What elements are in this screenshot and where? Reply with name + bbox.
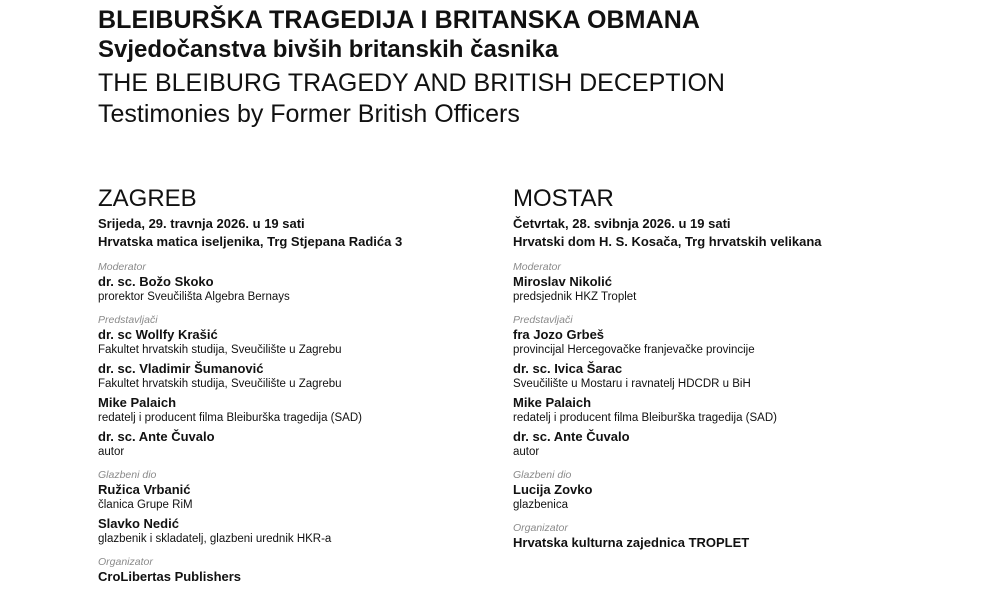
presenter-entry: [513, 327, 933, 357]
moderator-label: Moderator: [98, 261, 146, 273]
event-venue-zagreb: Hrvatska matica iseljenika, Trg Stjepana Radića 3: [98, 234, 403, 249]
person-name: dr. sc. Ivica Šarac: [513, 361, 623, 376]
person-role: članica Grupe RiM: [98, 499, 193, 511]
musician-entry: [98, 516, 518, 546]
moderator-entry: [513, 274, 933, 304]
subtitle-english: Testimonies by Former British Officers: [98, 100, 520, 128]
person-role: Fakultet hrvatskih studija, Sveučilište u Zagrebu: [98, 378, 342, 390]
presenters-label: Predstavljači: [98, 314, 158, 326]
person-role: Sveučilište u Mostaru i ravnatelj HDCDR u BiH: [513, 378, 751, 390]
presenter-entry: [98, 429, 518, 459]
city-title-mostar: MOSTAR: [513, 185, 614, 212]
event-venue-mostar: Hrvatski dom H. S. Kosača, Trg hrvatskih velikana: [513, 234, 822, 249]
person-name: Miroslav Nikolić: [513, 274, 612, 289]
organizer-name: CroLibertas Publishers: [98, 569, 242, 584]
person-name: dr. sc. Vladimir Šumanović: [98, 361, 264, 376]
organizer-entry: [513, 535, 933, 551]
person-role: glazbenica: [513, 499, 568, 511]
person-role: Fakultet hrvatskih studija, Sveučilište u Zagrebu: [98, 344, 342, 356]
person-name: dr. sc Wollfy Krašić: [98, 327, 218, 342]
person-name: Lucija Zovko: [513, 482, 593, 497]
moderator-entry: [98, 274, 518, 304]
moderator-label: Moderator: [513, 261, 561, 273]
person-role: redatelj i producent filma Bleiburška tragedija (SAD): [513, 412, 777, 424]
person-name: Mike Palaich: [98, 395, 177, 410]
organizer-entry: [98, 569, 518, 585]
person-role: predsjednik HKZ Troplet: [513, 291, 637, 303]
person-name: Mike Palaich: [513, 395, 592, 410]
presenter-entry: [513, 361, 933, 391]
title-croatian: BLEIBURŠKA TRAGEDIJA I BRITANSKA OBMANA: [98, 6, 701, 34]
event-date-mostar: Četvrtak, 28. svibnja 2026. u 19 sati: [513, 216, 731, 231]
presenter-entry: [98, 395, 518, 425]
zagreb-column: [98, 186, 518, 585]
person-role: autor: [98, 446, 125, 458]
presenters-label: Predstavljači: [513, 314, 573, 326]
person-role: glazbenik i skladatelj, glazbeni urednik HKR-a: [98, 533, 332, 545]
organizer-label: Organizator: [98, 556, 153, 568]
person-name: dr. sc. Ante Čuvalo: [513, 429, 630, 444]
music-label: Glazbeni dio: [513, 469, 572, 481]
event-date-zagreb: Srijeda, 29. travnja 2026. u 19 sati: [98, 216, 305, 231]
music-label: Glazbeni dio: [98, 469, 157, 481]
city-title-zagreb: ZAGREB: [98, 185, 197, 212]
organizer-name: Hrvatska kulturna zajednica TROPLET: [513, 535, 750, 550]
person-name: dr. sc. Božo Skoko: [98, 274, 214, 289]
person-role: redatelj i producent filma Bleiburška tragedija (SAD): [98, 412, 362, 424]
presenter-entry: [98, 327, 518, 357]
poster-header: [98, 6, 725, 129]
person-name: Ružica Vrbanić: [98, 482, 191, 497]
person-role: provincijal Hercegovačke franjevačke provincije: [513, 344, 755, 356]
presenter-entry: [98, 361, 518, 391]
title-english: THE BLEIBURG TRAGEDY AND BRITISH DECEPTION: [98, 69, 725, 97]
person-role: prorektor Sveučilišta Algebra Bernays: [98, 291, 290, 303]
presenter-entry: [513, 429, 933, 459]
mostar-column: [513, 186, 933, 551]
person-name: fra Jozo Grbeš: [513, 327, 605, 342]
subtitle-croatian: Svjedočanstva bivših britanskih časnika: [98, 36, 559, 63]
presenter-entry: [513, 395, 933, 425]
person-name: dr. sc. Ante Čuvalo: [98, 429, 215, 444]
person-name: Slavko Nedić: [98, 516, 179, 531]
musician-entry: [513, 482, 933, 512]
organizer-label: Organizator: [513, 522, 568, 534]
person-role: autor: [513, 446, 540, 458]
musician-entry: [98, 482, 518, 512]
